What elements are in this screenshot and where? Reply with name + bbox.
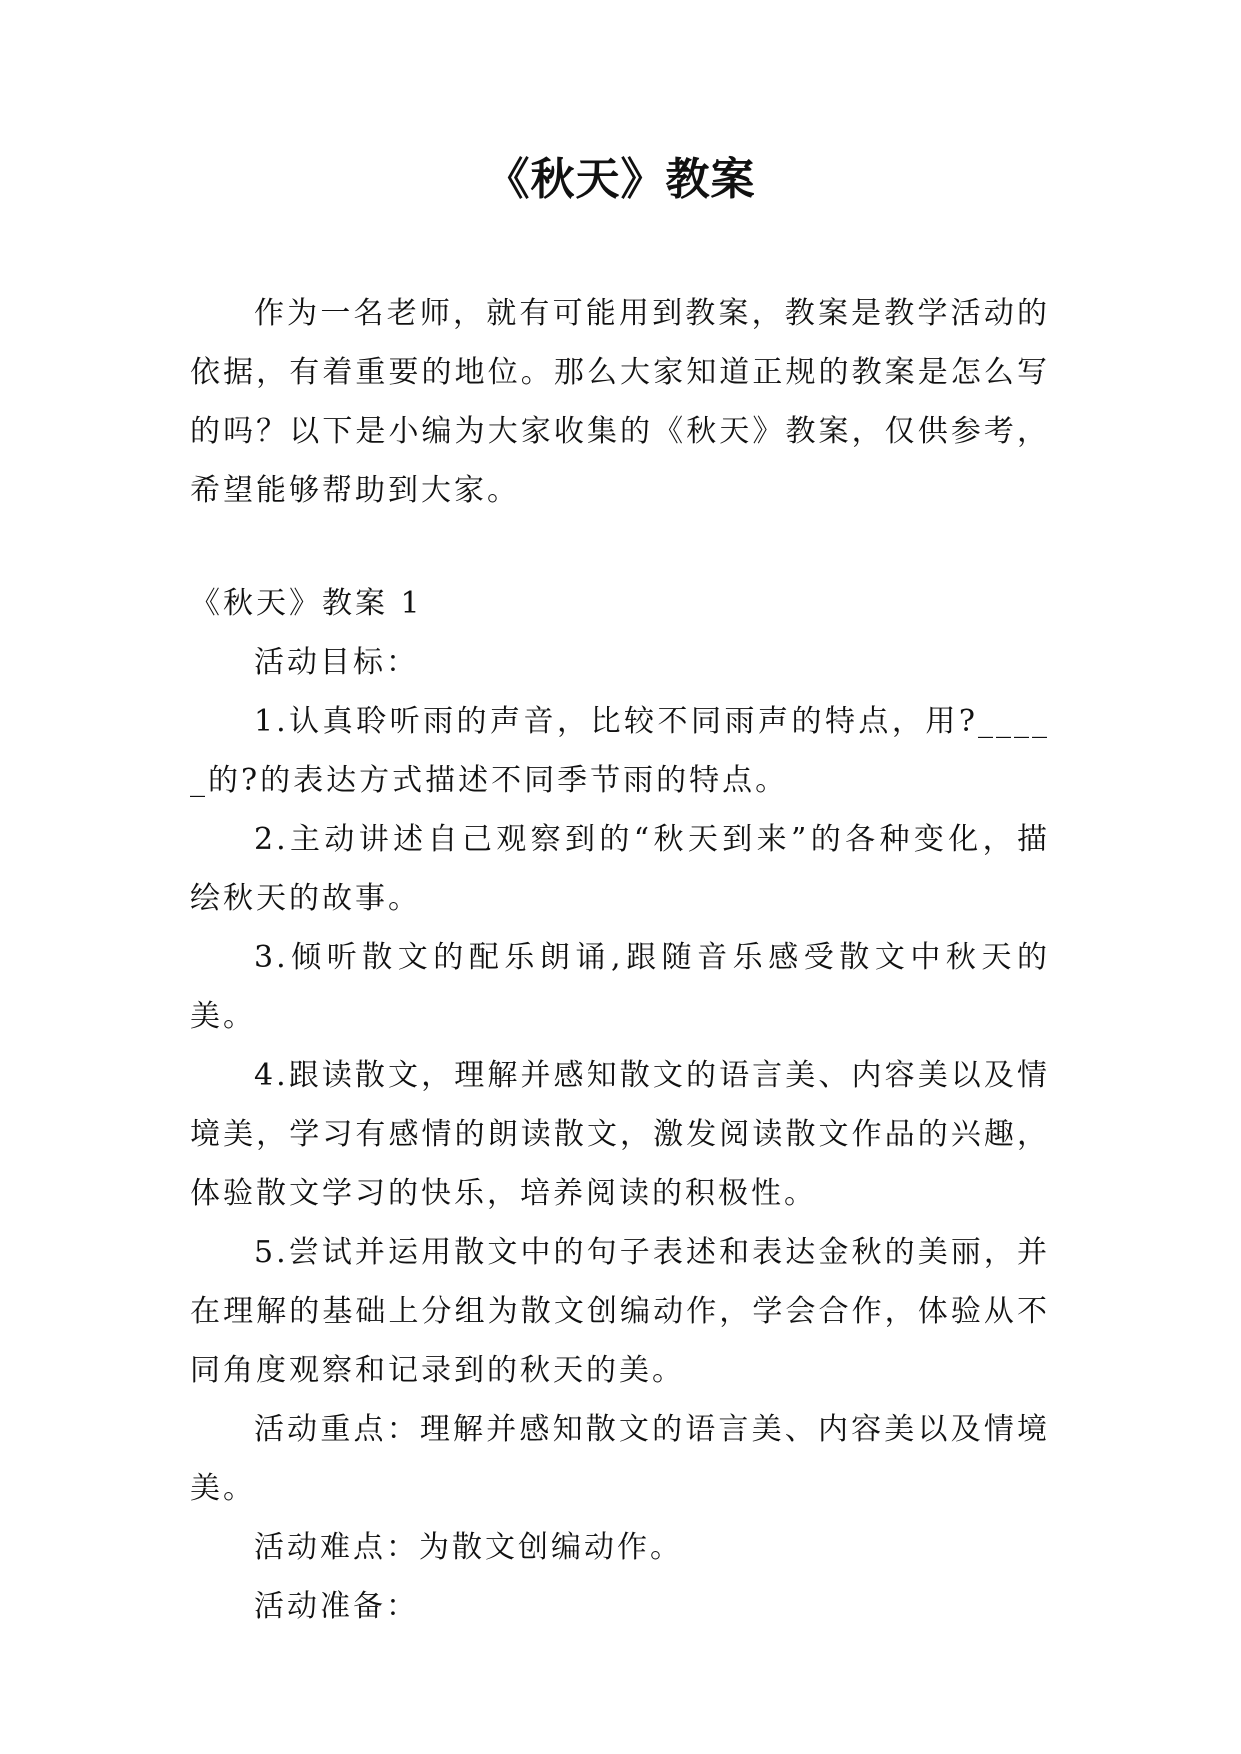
goal-item-2: 2.主动讲述自己观察到的“秋天到来”的各种变化，描绘秋天的故事。 — [190, 822, 1050, 916]
goal-item-1: 1.认真聆听雨的声音，比较不同雨声的特点，用?_____的?的表达方式描述不同季节雨的特点。 — [190, 704, 1050, 798]
activity-focus: 活动重点：理解并感知散文的语言美、内容美以及情境美。 — [190, 1412, 1050, 1506]
intro-paragraph: 作为一名老师，就有可能用到教案，教案是教学活动的依据，有着重要的地位。那么大家知道正规的教案是怎么写的吗？以下是小编为大家收集的《秋天》教案，仅供参考，希望能够帮助到大家。 — [190, 296, 1050, 508]
goal-item-3: 3.倾听散文的配乐朗诵,跟随音乐感受散文中秋天的美。 — [190, 940, 1050, 1034]
goal-item-4: 4.跟读散文，理解并感知散文的语言美、内容美以及情境美，学习有感情的朗读散文，激发阅读散文作品的兴趣，体验散文学习的快乐，培养阅读的积极性。 — [190, 1058, 1050, 1211]
activity-difficulty: 活动难点：为散文创编动作。 — [254, 1530, 683, 1565]
activity-goals-label: 活动目标： — [254, 645, 419, 680]
document-title: 《秋天》教案 — [485, 154, 756, 205]
activity-preparation-label: 活动准备： — [254, 1589, 419, 1624]
lesson-plan-section — [190, 574, 1050, 1636]
intro-section — [190, 284, 1050, 520]
section-heading: 《秋天》教案 1 — [190, 586, 423, 621]
goal-item-5: 5.尝试并运用散文中的句子表述和表达金秋的美丽，并在理解的基础上分组为散文创编动作，学会合作，体验从不同角度观察和记录到的秋天的美。 — [190, 1235, 1050, 1388]
